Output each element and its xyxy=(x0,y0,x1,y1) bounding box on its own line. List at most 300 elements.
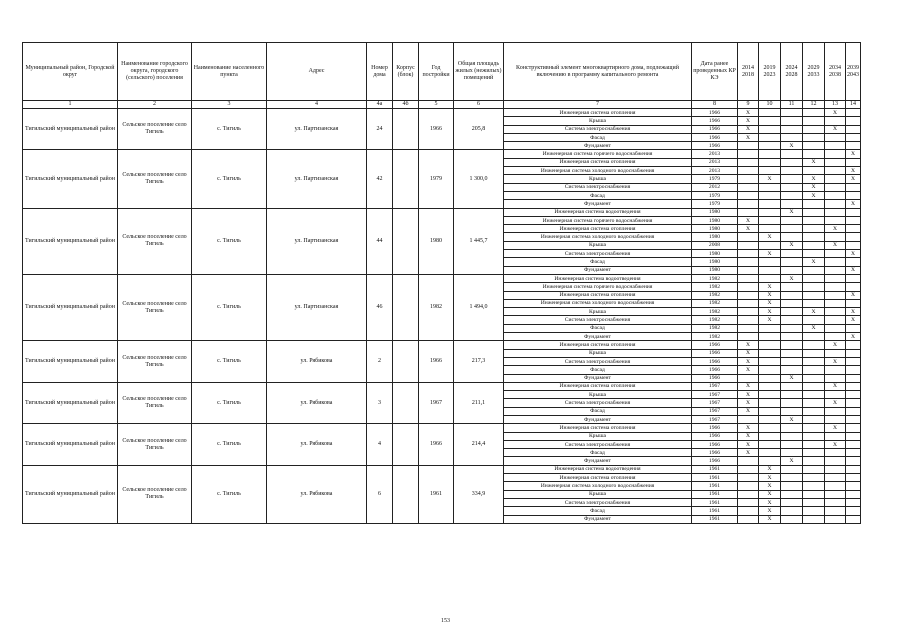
period-mark xyxy=(781,258,803,266)
house-locality: с. Тигиль xyxy=(192,382,267,423)
period-mark xyxy=(803,283,825,291)
period-mark: X xyxy=(781,208,803,216)
header-year-built: Год постройки xyxy=(419,43,454,101)
period-mark xyxy=(846,474,861,482)
period-mark xyxy=(803,349,825,357)
element-name: Фундамент xyxy=(504,515,692,523)
period-mark xyxy=(738,465,759,473)
element-name: Инженерная система холодного водоснабжения xyxy=(504,233,692,241)
period-mark xyxy=(738,324,759,332)
house-locality: с. Тигиль xyxy=(192,465,267,523)
period-mark: X xyxy=(759,490,781,498)
element-prior-repair-date: 1980 xyxy=(692,258,738,266)
period-mark xyxy=(738,158,759,166)
period-mark xyxy=(803,465,825,473)
column-number: 7 xyxy=(504,101,692,109)
period-mark xyxy=(781,391,803,399)
element-prior-repair-date: 2013 xyxy=(692,150,738,158)
period-mark xyxy=(781,324,803,332)
period-mark xyxy=(803,515,825,523)
header-house-number: Номер дома xyxy=(367,43,393,101)
period-mark xyxy=(825,449,846,457)
house-address: ул. Рябикова xyxy=(267,424,367,465)
element-prior-repair-date: 1980 xyxy=(692,216,738,224)
period-mark xyxy=(738,183,759,191)
period-mark xyxy=(825,366,846,374)
period-mark xyxy=(781,474,803,482)
period-mark xyxy=(738,457,759,465)
period-mark xyxy=(846,515,861,523)
period-mark: X xyxy=(846,266,861,274)
period-mark xyxy=(846,424,861,432)
period-mark xyxy=(759,216,781,224)
house-block xyxy=(393,150,419,208)
house-address: ул. Партизанская xyxy=(267,150,367,208)
house-block xyxy=(393,465,419,523)
house-locality: с. Тигиль xyxy=(192,274,267,340)
period-mark xyxy=(738,191,759,199)
house-district: Тигильский муниципальный район xyxy=(23,150,118,208)
house-number: 44 xyxy=(367,208,393,274)
element-row xyxy=(23,424,861,432)
period-mark xyxy=(759,366,781,374)
house-number: 24 xyxy=(367,109,393,150)
period-mark: X xyxy=(738,391,759,399)
period-mark xyxy=(738,274,759,282)
period-mark xyxy=(803,424,825,432)
period-mark xyxy=(825,333,846,341)
element-name: Фасад xyxy=(504,324,692,332)
element-prior-repair-date: 2013 xyxy=(692,158,738,166)
period-mark xyxy=(846,233,861,241)
element-name: Крыша xyxy=(504,308,692,316)
period-mark: X xyxy=(738,366,759,374)
element-name: Инженерная система отопления xyxy=(504,382,692,390)
house-address: ул. Партизанская xyxy=(267,208,367,274)
period-mark xyxy=(759,158,781,166)
house-address: ул. Рябикова xyxy=(267,382,367,423)
period-mark xyxy=(846,415,861,423)
house-district: Тигильский муниципальный район xyxy=(23,274,118,340)
period-mark xyxy=(825,474,846,482)
period-mark xyxy=(803,142,825,150)
period-mark xyxy=(781,333,803,341)
house-locality: с. Тигиль xyxy=(192,150,267,208)
period-mark xyxy=(825,233,846,241)
period-mark: X xyxy=(738,382,759,390)
period-mark xyxy=(825,498,846,506)
element-name: Инженерная система водоотведения xyxy=(504,274,692,282)
period-mark xyxy=(781,424,803,432)
element-prior-repair-date: 1966 xyxy=(692,117,738,125)
house-number: 46 xyxy=(367,274,393,340)
period-mark xyxy=(759,440,781,448)
element-name: Инженерная система холодного водоснабжения xyxy=(504,299,692,307)
element-prior-repair-date: 1982 xyxy=(692,333,738,341)
period-mark xyxy=(846,274,861,282)
period-mark: X xyxy=(738,407,759,415)
column-number: 4б xyxy=(393,101,419,109)
header-settlement: Наименование городского округа, городского (сельского) поселения xyxy=(118,43,192,101)
period-mark xyxy=(781,316,803,324)
element-prior-repair-date: 2012 xyxy=(692,183,738,191)
element-name: Инженерная система отопления xyxy=(504,109,692,117)
period-mark xyxy=(759,133,781,141)
column-number: 3 xyxy=(192,101,267,109)
element-prior-repair-date: 1967 xyxy=(692,382,738,390)
house-area: 1 494,0 xyxy=(454,274,504,340)
period-mark: X xyxy=(825,399,846,407)
period-mark: X xyxy=(781,241,803,249)
period-mark xyxy=(781,498,803,506)
element-row xyxy=(23,341,861,349)
element-name: Фундамент xyxy=(504,374,692,382)
period-mark xyxy=(781,308,803,316)
element-name: Фасад xyxy=(504,133,692,141)
period-mark xyxy=(759,200,781,208)
period-mark: X xyxy=(825,357,846,365)
header-period-2014-2018: 2014 2018 xyxy=(738,43,759,101)
period-mark xyxy=(825,515,846,523)
period-mark xyxy=(781,125,803,133)
period-mark xyxy=(825,158,846,166)
element-prior-repair-date: 1967 xyxy=(692,415,738,423)
period-mark xyxy=(738,258,759,266)
period-mark xyxy=(781,150,803,158)
period-mark: X xyxy=(738,341,759,349)
element-prior-repair-date: 1966 xyxy=(692,440,738,448)
period-mark: X xyxy=(781,415,803,423)
period-mark xyxy=(759,274,781,282)
period-mark xyxy=(759,225,781,233)
column-number: 9 xyxy=(738,101,759,109)
period-mark xyxy=(738,241,759,249)
page-number: 153 xyxy=(441,618,450,624)
period-mark xyxy=(846,191,861,199)
period-mark xyxy=(803,299,825,307)
house-year-built: 1982 xyxy=(419,274,454,340)
element-prior-repair-date: 1982 xyxy=(692,316,738,324)
element-row xyxy=(23,382,861,390)
period-mark: X xyxy=(846,200,861,208)
element-name: Инженерная система отопления xyxy=(504,424,692,432)
element-name: Крыша xyxy=(504,349,692,357)
period-mark xyxy=(825,374,846,382)
house-year-built: 1980 xyxy=(419,208,454,274)
period-mark xyxy=(846,490,861,498)
period-mark xyxy=(825,324,846,332)
period-mark xyxy=(738,308,759,316)
element-prior-repair-date: 1982 xyxy=(692,274,738,282)
period-mark xyxy=(846,399,861,407)
period-mark xyxy=(846,158,861,166)
period-mark xyxy=(738,507,759,515)
house-address: ул. Партизанская xyxy=(267,109,367,150)
element-name: Инженерная система водоотведения xyxy=(504,465,692,473)
house-locality: с. Тигиль xyxy=(192,424,267,465)
period-mark xyxy=(846,349,861,357)
period-mark: X xyxy=(781,142,803,150)
element-row xyxy=(23,465,861,473)
house-locality: с. Тигиль xyxy=(192,208,267,274)
period-mark xyxy=(846,374,861,382)
element-name: Фасад xyxy=(504,191,692,199)
period-mark xyxy=(738,283,759,291)
period-mark xyxy=(781,283,803,291)
period-mark: X xyxy=(759,515,781,523)
house-number: 4 xyxy=(367,424,393,465)
element-prior-repair-date: 1966 xyxy=(692,457,738,465)
element-prior-repair-date: 1966 xyxy=(692,424,738,432)
period-mark xyxy=(738,291,759,299)
period-mark: X xyxy=(738,440,759,448)
period-mark xyxy=(846,382,861,390)
period-mark xyxy=(803,109,825,117)
house-settlement: Сельское поселение село Тигиль xyxy=(118,424,192,465)
house-area: 217,3 xyxy=(454,341,504,382)
house-number: 3 xyxy=(367,382,393,423)
house-district: Тигильский муниципальный район xyxy=(23,341,118,382)
period-mark xyxy=(825,208,846,216)
column-number-row xyxy=(23,101,861,109)
period-mark: X xyxy=(759,299,781,307)
element-prior-repair-date: 1982 xyxy=(692,324,738,332)
period-mark xyxy=(803,490,825,498)
element-name: Система электроснабжения xyxy=(504,357,692,365)
period-mark xyxy=(759,191,781,199)
house-block xyxy=(393,424,419,465)
period-mark xyxy=(738,415,759,423)
period-mark xyxy=(781,109,803,117)
period-mark xyxy=(846,357,861,365)
header-area: Общая площадь жилых (нежилых) помещений xyxy=(454,43,504,101)
period-mark xyxy=(781,399,803,407)
period-mark xyxy=(738,167,759,175)
period-mark xyxy=(846,208,861,216)
period-mark xyxy=(825,216,846,224)
period-mark xyxy=(846,183,861,191)
element-prior-repair-date: 1966 xyxy=(692,349,738,357)
element-prior-repair-date: 1982 xyxy=(692,308,738,316)
period-mark xyxy=(781,507,803,515)
period-mark: X xyxy=(803,183,825,191)
period-mark: X xyxy=(759,308,781,316)
period-mark xyxy=(759,432,781,440)
element-prior-repair-date: 1980 xyxy=(692,208,738,216)
period-mark xyxy=(846,449,861,457)
period-mark xyxy=(803,382,825,390)
period-mark xyxy=(759,324,781,332)
house-number: 42 xyxy=(367,150,393,208)
period-mark: X xyxy=(738,349,759,357)
house-block xyxy=(393,274,419,340)
period-mark xyxy=(803,167,825,175)
period-mark xyxy=(846,125,861,133)
period-mark xyxy=(738,299,759,307)
element-prior-repair-date: 1982 xyxy=(692,299,738,307)
house-area: 214,4 xyxy=(454,424,504,465)
house-year-built: 1961 xyxy=(419,465,454,523)
column-number: 6 xyxy=(454,101,504,109)
period-mark: X xyxy=(803,308,825,316)
period-mark xyxy=(738,374,759,382)
period-mark: X xyxy=(759,465,781,473)
house-district: Тигильский муниципальный район xyxy=(23,109,118,150)
period-mark: X xyxy=(825,109,846,117)
period-mark: X xyxy=(803,258,825,266)
element-prior-repair-date: 1966 xyxy=(692,133,738,141)
period-mark: X xyxy=(738,432,759,440)
register-sheet xyxy=(22,42,860,578)
element-prior-repair-date: 1961 xyxy=(692,465,738,473)
column-number: 10 xyxy=(759,101,781,109)
element-name: Инженерная система отопления xyxy=(504,341,692,349)
element-name: Система электроснабжения xyxy=(504,183,692,191)
period-mark xyxy=(738,208,759,216)
element-prior-repair-date: 1966 xyxy=(692,432,738,440)
period-mark xyxy=(803,341,825,349)
element-name: Инженерная система горячего водоснабжения xyxy=(504,283,692,291)
element-prior-repair-date: 1980 xyxy=(692,250,738,258)
element-prior-repair-date: 1979 xyxy=(692,200,738,208)
element-name: Система электроснабжения xyxy=(504,498,692,506)
period-mark: X xyxy=(846,150,861,158)
capital-repair-table xyxy=(22,42,861,524)
period-mark xyxy=(738,333,759,341)
house-settlement: Сельское поселение село Тигиль xyxy=(118,341,192,382)
period-mark xyxy=(781,449,803,457)
element-name: Инженерная система водоотведения xyxy=(504,208,692,216)
element-prior-repair-date: 1961 xyxy=(692,482,738,490)
period-mark: X xyxy=(803,158,825,166)
period-mark xyxy=(781,349,803,357)
element-prior-repair-date: 1966 xyxy=(692,142,738,150)
house-address: ул. Партизанская xyxy=(267,274,367,340)
period-mark xyxy=(846,482,861,490)
period-mark xyxy=(781,291,803,299)
element-name: Инженерная система горячего водоснабжения xyxy=(504,150,692,158)
period-mark xyxy=(738,498,759,506)
period-mark: X xyxy=(781,457,803,465)
period-mark xyxy=(846,225,861,233)
period-mark xyxy=(825,482,846,490)
period-mark: X xyxy=(738,117,759,125)
period-mark xyxy=(825,457,846,465)
period-mark xyxy=(781,515,803,523)
period-mark xyxy=(825,191,846,199)
period-mark: X xyxy=(759,316,781,324)
house-settlement: Сельское поселение село Тигиль xyxy=(118,150,192,208)
period-mark: X xyxy=(825,225,846,233)
period-mark xyxy=(846,391,861,399)
column-number: 11 xyxy=(781,101,803,109)
period-mark xyxy=(803,333,825,341)
period-mark xyxy=(846,366,861,374)
element-name: Инженерная система отопления xyxy=(504,158,692,166)
period-mark xyxy=(759,109,781,117)
house-settlement: Сельское поселение село Тигиль xyxy=(118,109,192,150)
period-mark: X xyxy=(846,250,861,258)
period-mark xyxy=(738,250,759,258)
element-row xyxy=(23,208,861,216)
period-mark: X xyxy=(759,507,781,515)
period-mark xyxy=(825,150,846,158)
period-mark xyxy=(759,208,781,216)
period-mark xyxy=(781,167,803,175)
house-block xyxy=(393,341,419,382)
house-settlement: Сельское поселение село Тигиль xyxy=(118,465,192,523)
element-prior-repair-date: 1966 xyxy=(692,374,738,382)
period-mark: X xyxy=(759,482,781,490)
period-mark xyxy=(846,324,861,332)
header-prior-repair-date: Дата ранее проведенных КР КЭ xyxy=(692,43,738,101)
period-mark: X xyxy=(846,167,861,175)
period-mark xyxy=(825,432,846,440)
period-mark xyxy=(738,474,759,482)
period-mark xyxy=(781,465,803,473)
period-mark: X xyxy=(803,191,825,199)
period-mark xyxy=(825,274,846,282)
header-block: Корпус (блок) xyxy=(393,43,419,101)
period-mark xyxy=(781,407,803,415)
period-mark xyxy=(738,150,759,158)
period-mark: X xyxy=(738,449,759,457)
period-mark: X xyxy=(738,424,759,432)
period-mark: X xyxy=(738,125,759,133)
period-mark xyxy=(781,200,803,208)
element-prior-repair-date: 1980 xyxy=(692,225,738,233)
period-mark xyxy=(803,440,825,448)
period-mark xyxy=(846,133,861,141)
header-locality: Наименование населенного пункта xyxy=(192,43,267,101)
period-mark xyxy=(846,465,861,473)
element-name: Крыша xyxy=(504,432,692,440)
element-name: Крыша xyxy=(504,117,692,125)
period-mark xyxy=(759,150,781,158)
element-name: Фасад xyxy=(504,258,692,266)
period-mark xyxy=(846,109,861,117)
house-block xyxy=(393,382,419,423)
period-mark xyxy=(803,241,825,249)
element-name: Крыша xyxy=(504,391,692,399)
house-number: 2 xyxy=(367,341,393,382)
period-mark xyxy=(759,357,781,365)
element-name: Система электроснабжения xyxy=(504,440,692,448)
period-mark xyxy=(825,258,846,266)
period-mark: X xyxy=(738,225,759,233)
period-mark: X xyxy=(781,374,803,382)
period-mark xyxy=(803,449,825,457)
period-mark xyxy=(846,457,861,465)
column-number: 14 xyxy=(846,101,861,109)
element-name: Инженерная система отопления xyxy=(504,291,692,299)
period-mark xyxy=(803,366,825,374)
period-mark xyxy=(803,391,825,399)
period-mark xyxy=(846,216,861,224)
period-mark xyxy=(846,507,861,515)
period-mark xyxy=(781,133,803,141)
period-mark xyxy=(781,366,803,374)
period-mark xyxy=(759,424,781,432)
element-name: Фундамент xyxy=(504,200,692,208)
period-mark: X xyxy=(759,233,781,241)
header-element: Конструктивный элемент многоквартирного дома, подлежащий включению в программу капитального ремонта xyxy=(504,43,692,101)
element-prior-repair-date: 1980 xyxy=(692,266,738,274)
period-mark xyxy=(803,507,825,515)
period-mark xyxy=(781,341,803,349)
element-name: Фундамент xyxy=(504,266,692,274)
period-mark xyxy=(825,316,846,324)
